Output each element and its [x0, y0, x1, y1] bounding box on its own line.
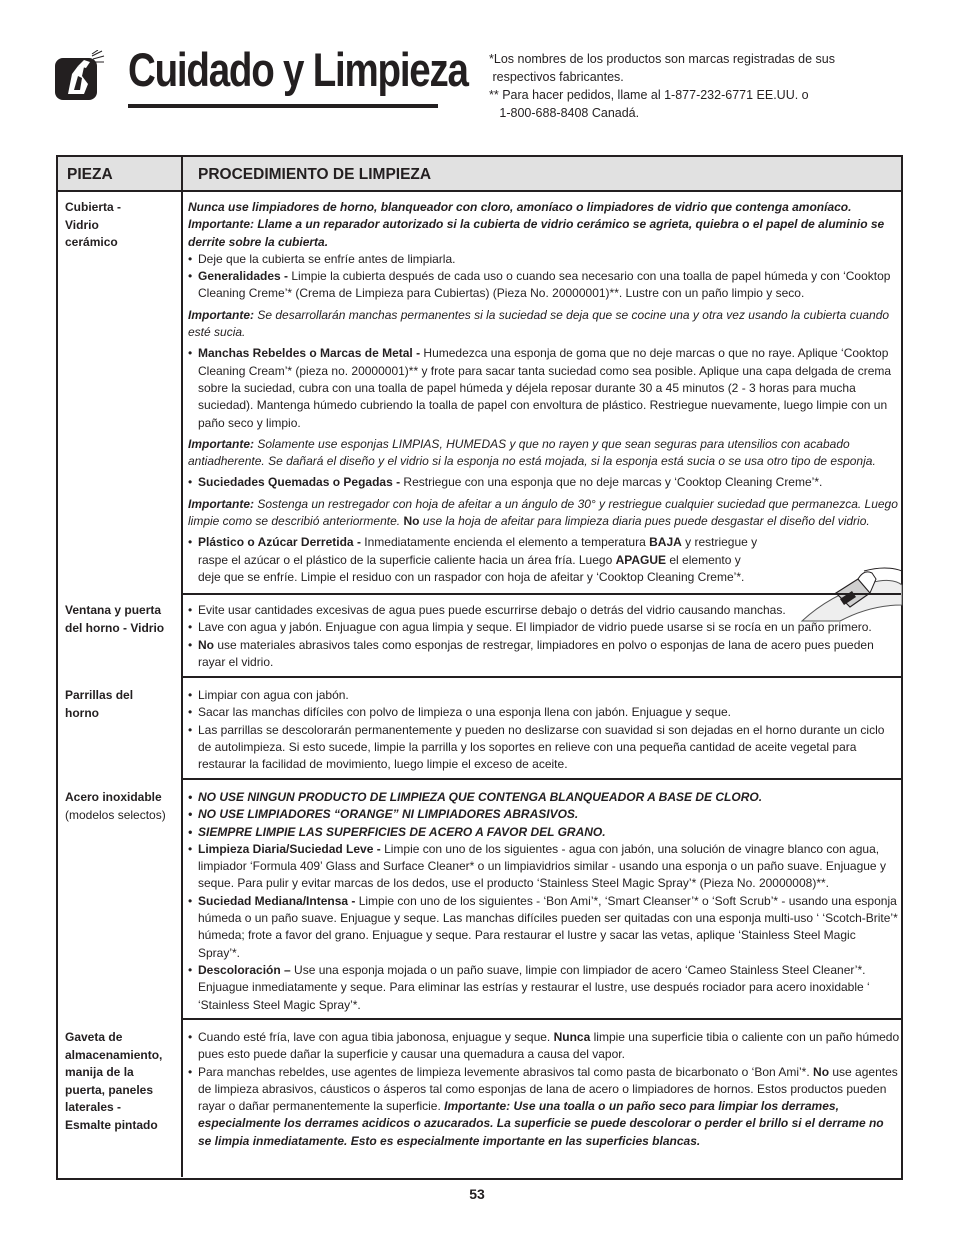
row-divider — [181, 676, 901, 678]
important-note: Importante: Se desarrollarán manchas permanentes si la suciedad se deja que se cocine una y otra vez usando la cubierta cuando esté sucia. — [188, 307, 890, 340]
row-content — [188, 687, 900, 773]
title-underline — [128, 104, 438, 108]
list-item: • Suciedades Quemadas o Pegadas - Restriegue con una esponja que no deje marcas y ‘Cooktop Cleaning Creme’*. — [188, 474, 900, 491]
list-item: • Para manchas rebeldes, use agentes de limpieza levemente abrasivos tal como pasta de bicarbonato o ‘Bon Ami’*. No use agentes de limpieza abrasivos, cáusticos o ásperos tal como esponjas de lana de acero o limpiadores de hornos. Estos productos pueden rayar o dañar permanentemente la superficie. Importante: Use una toalla o un paño seco para limpiar los derrames, especialmente los derrames acidicos o azucarados. La superficie se puede descolorar o perder el brillo si el derrame no se limpia inmediatamente. Esto es especialmente importante en las superficies blancas. — [188, 1064, 900, 1150]
list-item: • Generalidades - Limpie la cubierta después de cada uso o cuando sea necesario con una toalla de papel húmeda y con ‘Cooktop Cleaning Creme’* (Crema de Limpieza para Cubiertas) (Pieza No. 20000001)**. Lustre con un paño limpio y seco. — [188, 268, 900, 303]
list-item: • Manchas Rebeldes o Marcas de Metal - Humedezca una esponja de goma que no deje marcas o que no raye. Aplique ‘Cooktop Cleaning Cream’* (pieza no. 20000001)** y frote para sacar tanta suciedad como sea posible. Aplique una capa delgada de crema sobre la suciedad, cubra con una toalla de papel húmeda y déjela reposar durante 30 a 45 minutos (2 - 3 horas para mucha suciedad). Mantenga húmedo cubriendo la toalla de papel con envoltura de plástico. Restriegue nuevamente, luego limpie con un paño seco y limpio. — [188, 345, 900, 431]
list-item: • Limpieza Diaria/Suciedad Leve - Limpie con uno de los siguientes - agua con jabón, una solución de vinagre blanco con agua, limpiador ‘Formula 409’ Glass and Surface Cleaner* o un limpiavidrios similar - usando una esponja o un paño suave. Enjuague y seque. Para pulir y evitar marcas de los dedos, use el producto ‘Stainless Steel Magic Spray’* (Pieza No. 20000008)**. — [188, 841, 900, 893]
row-label: Cubierta - Vidrio cerámico — [65, 200, 122, 249]
col-header-part: PIEZA — [67, 166, 113, 183]
page-number: 53 — [469, 1186, 485, 1202]
important-note: Importante: Sostenga un restregador con hoja de afeitar a un ángulo de 30° y restriegue cualquier suciedad que permanezca. Luego limpie como se describió anteriormente. No use la hoja de afeitar para limpieza diaria pues puede desgastar el diseño del vidrio. — [188, 496, 898, 529]
note-line: respectivos fabricantes. — [489, 70, 624, 84]
page-title: Cuidado y Limpieza — [128, 43, 468, 96]
note-line: ** Para hacer pedidos, llame al 1-877-232-6771 EE.UU. o — [489, 88, 809, 102]
list-item: • No use materiales abrasivos tales como esponjas de restregar, limpiadores en polvo o esponjas de lana de acero pues pueden rayar el vidrio. — [188, 637, 900, 672]
list-item: • Lave con agua y jabón. Enjuague con agua limpia y seque. El limpiador de vidrio puede usarse si se rocía en un paño primero. — [188, 619, 900, 636]
row-label: Acero inoxidable (modelos selectos) — [65, 790, 166, 822]
list-item: • Descoloración – Use una esponja mojada o un paño suave, limpie con limpiador de acero ‘Cameo Stainless Steel Cleaner’*. Enjuague inmediatamente y seque. Para eliminar las estrías y restaurar el lustre, use después rociador para acero inoxidable ‘ ‘Stainless Steel Magic Spray’*. — [188, 962, 900, 1014]
col-header-procedure: PROCEDIMIENTO DE LIMPIEZA — [198, 166, 432, 183]
list-item: • SIEMPRE LIMPIE LAS SUPERFICIES DE ACERO A FAVOR DEL GRANO. — [188, 824, 900, 841]
column-divider — [181, 157, 183, 1177]
row-content — [188, 602, 900, 671]
row-content — [188, 789, 900, 1014]
cleaning-table — [56, 155, 903, 1180]
warning-text: Importante: Llame a un reparador autorizado si la cubierta de vidrio cerámico se agrieta, quiebra o el papel de aluminio se derrite sobre la cubierta. — [188, 217, 885, 249]
cleaning-spray-icon — [54, 50, 106, 102]
row-content — [188, 1029, 900, 1150]
trademark-notes — [489, 50, 835, 122]
list-item: • Evite usar cantidades excesivas de agua pues puede escurrirse debajo o detrás del vidrio causando manchas. — [188, 602, 900, 619]
list-item: • NO USE NINGUN PRODUCTO DE LIMPIEZA QUE CONTENGA BLANQUEADOR A BASE DE CLORO. — [188, 789, 900, 806]
list-item: • Las parrillas se descolorarán permanentemente y pueden no deslizarse con suavidad si son dejadas en el horno durante un ciclo de autolimpieza. Si esto sucede, limpie la parrilla y los soportes en relieve con una pequeña cantidad de aceite vegetal para restaurar la facilidad de movimiento, luego limpie el exceso de aceite. — [188, 722, 900, 774]
note-line: *Los nombres de los productos son marcas registradas de sus — [489, 52, 836, 66]
row-divider — [181, 593, 901, 595]
row-divider — [181, 778, 901, 780]
list-item: • Sacar las manchas difíciles con polvo de limpieza o una esponja llena con jabón. Enjuague y seque. — [188, 704, 900, 721]
row-content — [188, 199, 900, 586]
row-divider — [181, 1018, 901, 1020]
table-header — [58, 157, 901, 192]
list-item: • NO USE LIMPIADORES “ORANGE” NI LIMPIADORES ABRASIVOS. — [188, 806, 900, 823]
list-item: • Cuando esté fría, lave con agua tibia jabonosa, enjuague y seque. Nunca limpie una superficie tibia o caliente con un paño húmedo pues esto puede dañar la superficie y causar una quemadura a causa del vapor. — [188, 1029, 900, 1064]
note-line: 1-800-688-8408 Canadá. — [489, 106, 640, 120]
row-label: Gaveta de almacenamiento, manija de la puerta, paneles laterales - Esmalte pintado — [65, 1030, 163, 1132]
important-note: Importante: Solamente use esponjas LIMPIAS, HUMEDAS y que no rayen y que sean seguras para utensilios con acabado antiadherente. Se dañará el diseño y el vidrio si la esponja no está mojada, si la esponja está sucia o se usa otro tipo de esponja. — [188, 436, 876, 469]
list-item: • Deje que la cubierta se enfríe antes de limpiarla. — [188, 251, 900, 268]
list-item: • Suciedad Mediana/Intensa - Limpie con uno de los siguientes - ‘Bon Ami’*, ‘Smart Cleanser’* o ‘Soft Scrub’* - usando una esponja húmeda o un paño suave. Enjuague y seque. Las manchas difíciles pueden ser quitadas con una esponja multi-uso ‘ ‘Scotch-Brite’* húmeda; frote a favor del grano. Enjuague y seque. Para restaurar el lustre y sacar las vetas, aplique ‘Stainless Steel Magic Spray’*. — [188, 893, 900, 962]
warning-text: Nunca use limpiadores de horno, blanqueador con cloro, amoníaco o limpiadores de vidrio que contenga amoníaco. — [188, 200, 852, 214]
row-label: Ventana y puerta del horno - Vidrio — [65, 603, 165, 635]
list-item: • Plástico o Azúcar Derretida - Inmediatamente encienda el elemento a temperatura BAJA y restriegue y raspe el azúcar o el plástico de la superficie caliente hacia un área fría. Luego APAGUE el elemento y deje que se enfríe. Limpie el residuo con un raspador con hoja de afeitar y ‘Cooktop Cleaning Creme’*. — [188, 534, 900, 586]
list-item: • Limpiar con agua con jabón. — [188, 687, 900, 704]
row-label: Parrillas del horno — [65, 688, 134, 720]
